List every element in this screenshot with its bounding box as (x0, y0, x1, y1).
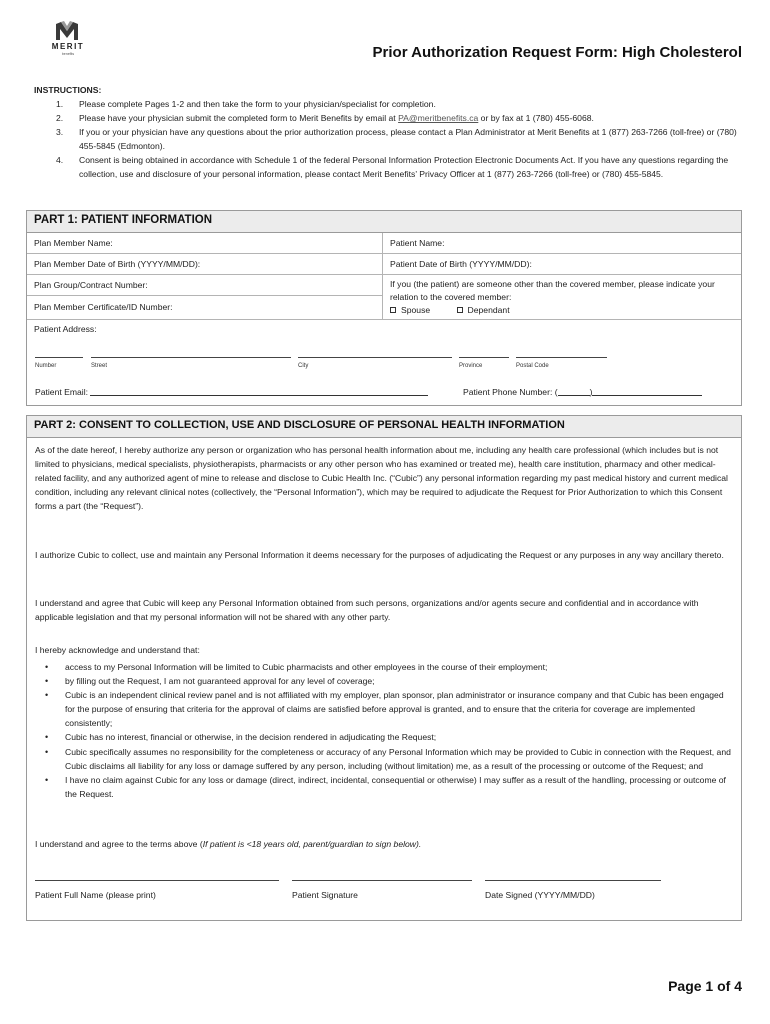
consent-paragraph-4: I hereby acknowledge and understand that: (35, 645, 200, 655)
plan-group-field[interactable]: Plan Group/Contract Number: (27, 275, 383, 296)
checkbox-icon (390, 307, 396, 313)
instructions-list (34, 97, 740, 181)
address-street-caption: Street (91, 363, 108, 369)
patient-name-field[interactable]: Patient Name: (390, 238, 445, 248)
list-item: • Cubic is an independent clinical review panel and is not affiliated with my employer, plan sponsor, plan administrator or insurance company and that Cubic has been engaged for the purpose of ensuring that criteria for the approval of claims are satisfied before approval is granted, and to ensure that the criteria for coverage are implemented consistently; (45, 690, 724, 729)
list-item: • by filling out the Request, I am not guaranteed approval for any level of coverage; (35, 674, 735, 688)
relation-text: If you (the patient) are someone other than the covered member, please indicate your relation to the covered member: (390, 279, 715, 302)
patient-email-field[interactable]: Patient Email: (35, 387, 428, 397)
form-title: Prior Authorization Request Form: High Cholesterol (372, 44, 742, 61)
consent-paragraph-2: I authorize Cubic to collect, use and maintain any Personal Information it deems necessary for the purposes of adjudicating the Request or any purposes in any way ancillary thereto. (35, 550, 724, 560)
part1-patient-information (26, 210, 742, 406)
logo-wordmark: MERIT (51, 42, 85, 51)
phone-number-line[interactable] (592, 387, 702, 396)
full-name-label: Patient Full Name (please print) (35, 890, 156, 900)
address-province-caption: Province (459, 363, 483, 369)
spouse-checkbox[interactable]: Spouse (390, 305, 430, 315)
bullet-icon: • (45, 662, 49, 672)
address-city-caption: City (298, 363, 309, 369)
address-number-line[interactable] (35, 357, 83, 358)
form-row (27, 275, 741, 320)
signature-label: Patient Signature (292, 890, 358, 900)
phone-area-code-line[interactable] (558, 387, 590, 396)
bullet-icon: • (45, 774, 49, 785)
address-street-line[interactable] (91, 357, 291, 358)
address-postal-line[interactable] (516, 357, 607, 358)
signature-line[interactable] (292, 880, 472, 881)
patient-address-label: Patient Address: (34, 324, 97, 334)
dependant-checkbox[interactable]: Dependant (457, 305, 510, 315)
merit-logo (44, 18, 92, 58)
patient-dob-field[interactable]: Patient Date of Birth (YYYY/MM/DD): (390, 259, 532, 269)
email-link[interactable]: PA@meritbenefits.ca (398, 113, 479, 123)
instruction-item: 3. If you or your physician have any questions about the prior authorization process, please contact a Plan Administrator at Merit Benefits at 1 (877) 263-7266 (toll-free) or (780) 455-5845 (Edmonton). (56, 127, 737, 151)
part2-heading: PART 2: CONSENT TO COLLECTION, USE AND DISCLOSURE OF PERSONAL HEALTH INFORMATION (27, 416, 741, 438)
logo-subtext: benefits (61, 52, 75, 56)
address-number-caption: Number (35, 363, 57, 369)
instructions-heading: INSTRUCTIONS: (34, 85, 102, 95)
list-item: • Cubic specifically assumes no responsibility for the completeness or accuracy of any Personal Information which may be provided to Cubic in connection with the Request, and Cubic disclaims all liability for any loss or damage suffered by any person, including (without limitation) me, as a result of the processing or outcome of the Request; and (45, 746, 731, 771)
instruction-item: 1. Please complete Pages 1-2 and then take the form to your physician/specialist for completion. (56, 99, 436, 109)
list-item: • I have no claim against Cubic for any loss or damage (direct, indirect, incidental, consequential or otherwise) I may suffer as a result of the handling, processing or outcome of the Request. (45, 774, 726, 799)
plan-member-name-field[interactable]: Plan Member Name: (27, 233, 383, 253)
instruction-item: 2. Please have your physician submit the completed form to Merit Benefits by email at PA@meritbenefits.ca or by fax at 1 (780) 455-6068. (56, 113, 594, 123)
form-row (27, 254, 741, 275)
bullet-icon: • (45, 690, 49, 701)
bullet-icon: • (45, 746, 49, 757)
acknowledgement-list (35, 660, 735, 801)
certificate-field[interactable]: Plan Member Certificate/ID Number: (27, 296, 383, 320)
list-item: • Cubic has no interest, financial or otherwise, in the decision rendered in adjudicating the Request; (35, 730, 735, 744)
date-signed-line[interactable] (485, 880, 661, 881)
page-number: Page 1 of 4 (668, 978, 742, 994)
bullet-icon: • (45, 732, 49, 743)
part2-consent (26, 415, 742, 921)
address-province-line[interactable] (459, 357, 509, 358)
date-signed-label: Date Signed (YYYY/MM/DD) (485, 890, 595, 900)
address-city-line[interactable] (298, 357, 452, 358)
form-row (27, 233, 741, 254)
part1-heading: PART 1: PATIENT INFORMATION (27, 211, 741, 233)
bullet-icon: • (45, 676, 49, 687)
instructions (34, 83, 740, 181)
address-postal-caption: Postal Code (516, 363, 549, 369)
patient-phone-field[interactable]: Patient Phone Number: ( ) (463, 387, 702, 397)
consent-paragraph-1: As of the date hereof, I hereby authorize any person or organization who has personal health information about me, including any health care professional (which includes but is not limited to physicians, medical specialists, physiotherapists, pharmacists or any other person who has examined or treated me), health care institution, pharmacy and other medical-related facility, and any authorized agent of mine to release and disclose to Cubic Health Inc. (“Cubic”) any personal information regarding my past medical history and current medical condition, including any relevant clinical notes (collectively, the “Personal Information”), which may be required to adjudicate the Request for Prior Authorization to which this Consent forms a part (the “Request”). (35, 445, 728, 512)
terms-agreement: I understand and agree to the terms above (If patient is <18 years old, parent/guardian to sign below). (35, 839, 422, 849)
merit-logo-icon (54, 20, 80, 42)
email-input-line[interactable] (90, 387, 428, 396)
relation-field (383, 275, 741, 319)
plan-member-dob-field[interactable]: Plan Member Date of Birth (YYYY/MM/DD): (27, 254, 383, 274)
checkbox-icon (457, 307, 463, 313)
consent-paragraph-3: I understand and agree that Cubic will keep any Personal Information obtained from such persons, organizations and/or agents secure and confidential and in accordance with applicable legislation and that my personal information will not be shared with any other party. (35, 598, 699, 623)
list-item: • access to my Personal Information will be limited to Cubic pharmacists and other employees in the course of their employment; (35, 660, 735, 674)
instruction-item: 4. Consent is being obtained in accordance with Schedule 1 of the federal Personal Information Protection Electronic Documents Act. If you have any questions regarding the collection, use and disclosure of your personal information, please contact Merit Benefits’ Privacy Officer at 1 (877) 263-7266 (toll-free) or (780) 455-5845. (56, 155, 729, 179)
full-name-signature-line[interactable] (35, 880, 279, 881)
